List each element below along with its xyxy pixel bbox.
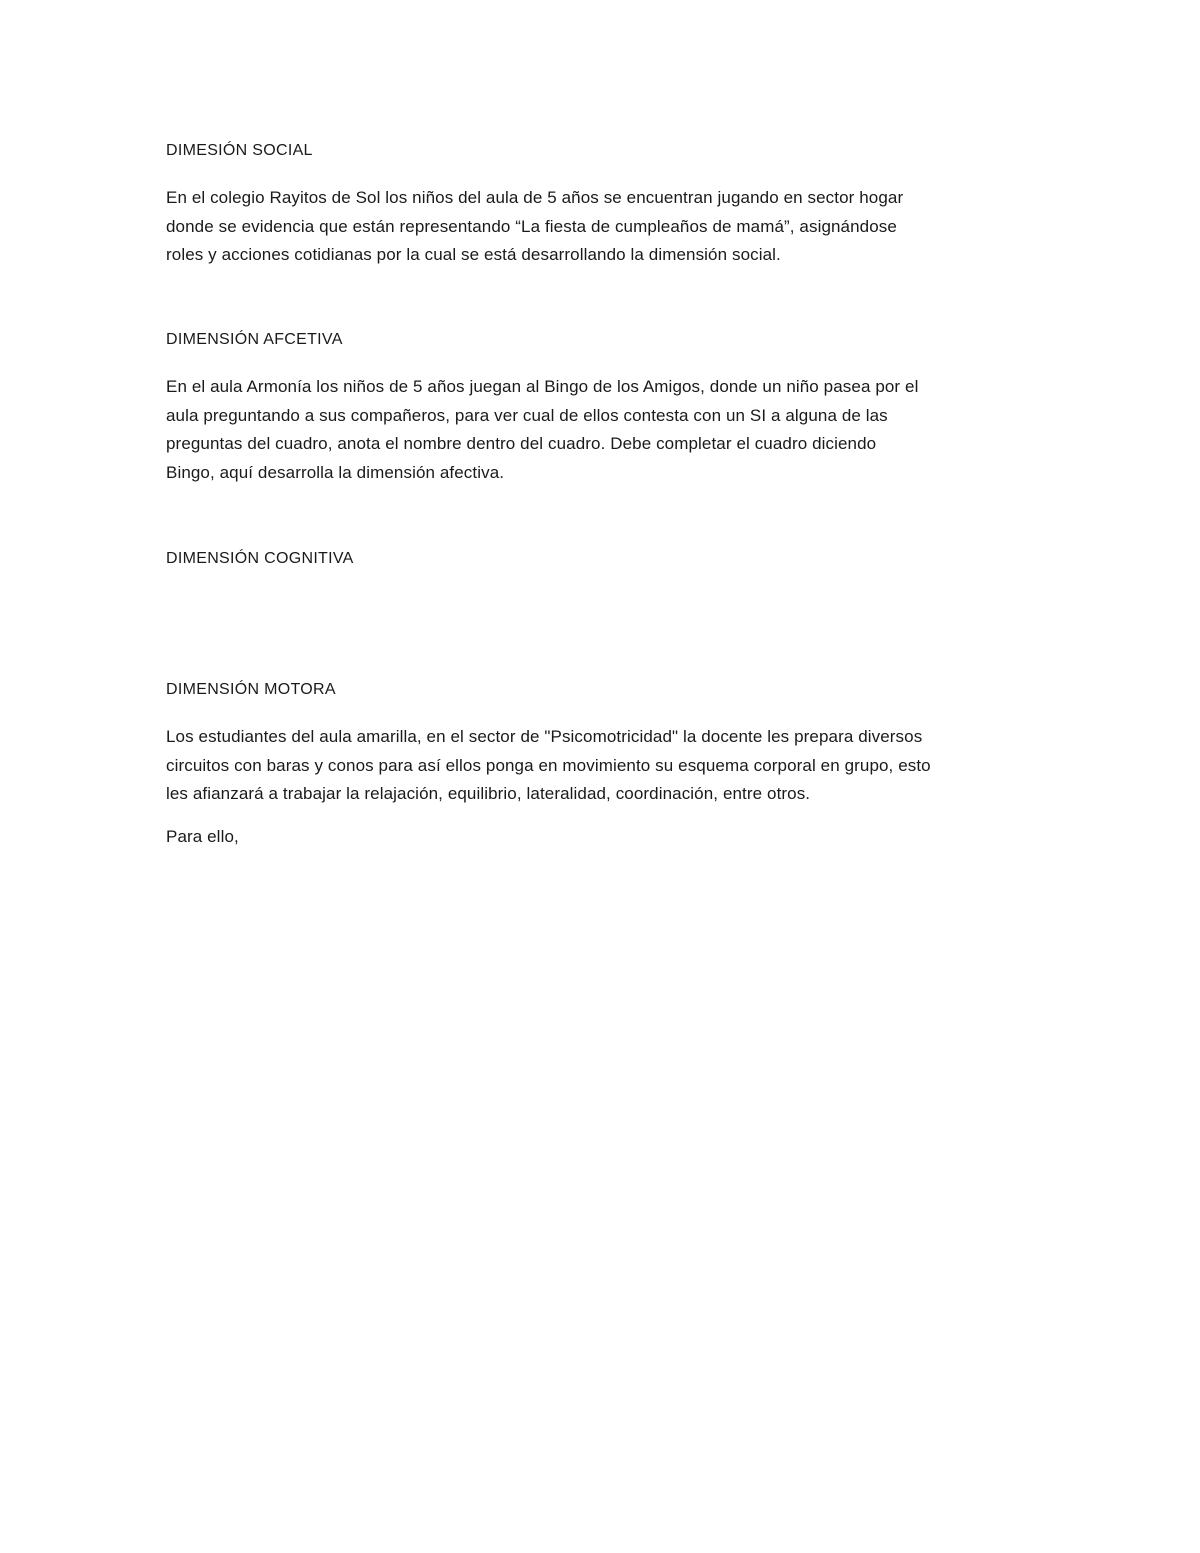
heading-afectiva: DIMENSIÓN AFCETIVA: [166, 331, 343, 348]
paragraph-line: donde se evidencia que están representando “La fiesta de cumpleaños de mamá”, asignándose: [166, 216, 897, 236]
paragraph-motora: [166, 723, 1046, 809]
paragraph-para-ello: Para ello,: [166, 827, 239, 846]
paragraph-line: Bingo, aquí desarrolla la dimensión afectiva.: [166, 462, 505, 482]
paragraph-line: aula preguntando a sus compañeros, para ver cual de ellos contesta con un SI a alguna de las: [166, 405, 888, 425]
paragraph-line: circuitos con baras y conos para así ellos ponga en movimiento su esquema corporal en grupo, esto: [166, 755, 931, 775]
paragraph-line: preguntas del cuadro, anota el nombre dentro del cuadro. Debe completar el cuadro diciendo: [166, 434, 877, 454]
paragraph-social: [166, 184, 1046, 270]
heading-cognitiva: DIMENSIÓN COGNITIVA: [166, 550, 354, 567]
paragraph-line: En el colegio Rayitos de Sol los niños del aula de 5 años se encuentran jugando en sector hogar: [166, 188, 904, 207]
heading-social: DIMESIÓN SOCIAL: [166, 142, 313, 159]
paragraph-line: les afianzará a trabajar la relajación, equilibrio, lateralidad, coordinación, entre otros.: [166, 784, 811, 804]
paragraph-line: En el aula Armonía los niños de 5 años juegan al Bingo de los Amigos, donde un niño pasea por el: [166, 377, 919, 396]
paragraph-line: Los estudiantes del aula amarilla, en el sector de "Psicomotricidad" la docente les prepara diversos: [166, 727, 923, 746]
paragraph-afectiva: [166, 373, 1046, 487]
heading-motora: DIMENSIÓN MOTORA: [166, 681, 336, 698]
paragraph-line: roles y acciones cotidianas por la cual se está desarrollando la dimensión social.: [166, 245, 781, 265]
